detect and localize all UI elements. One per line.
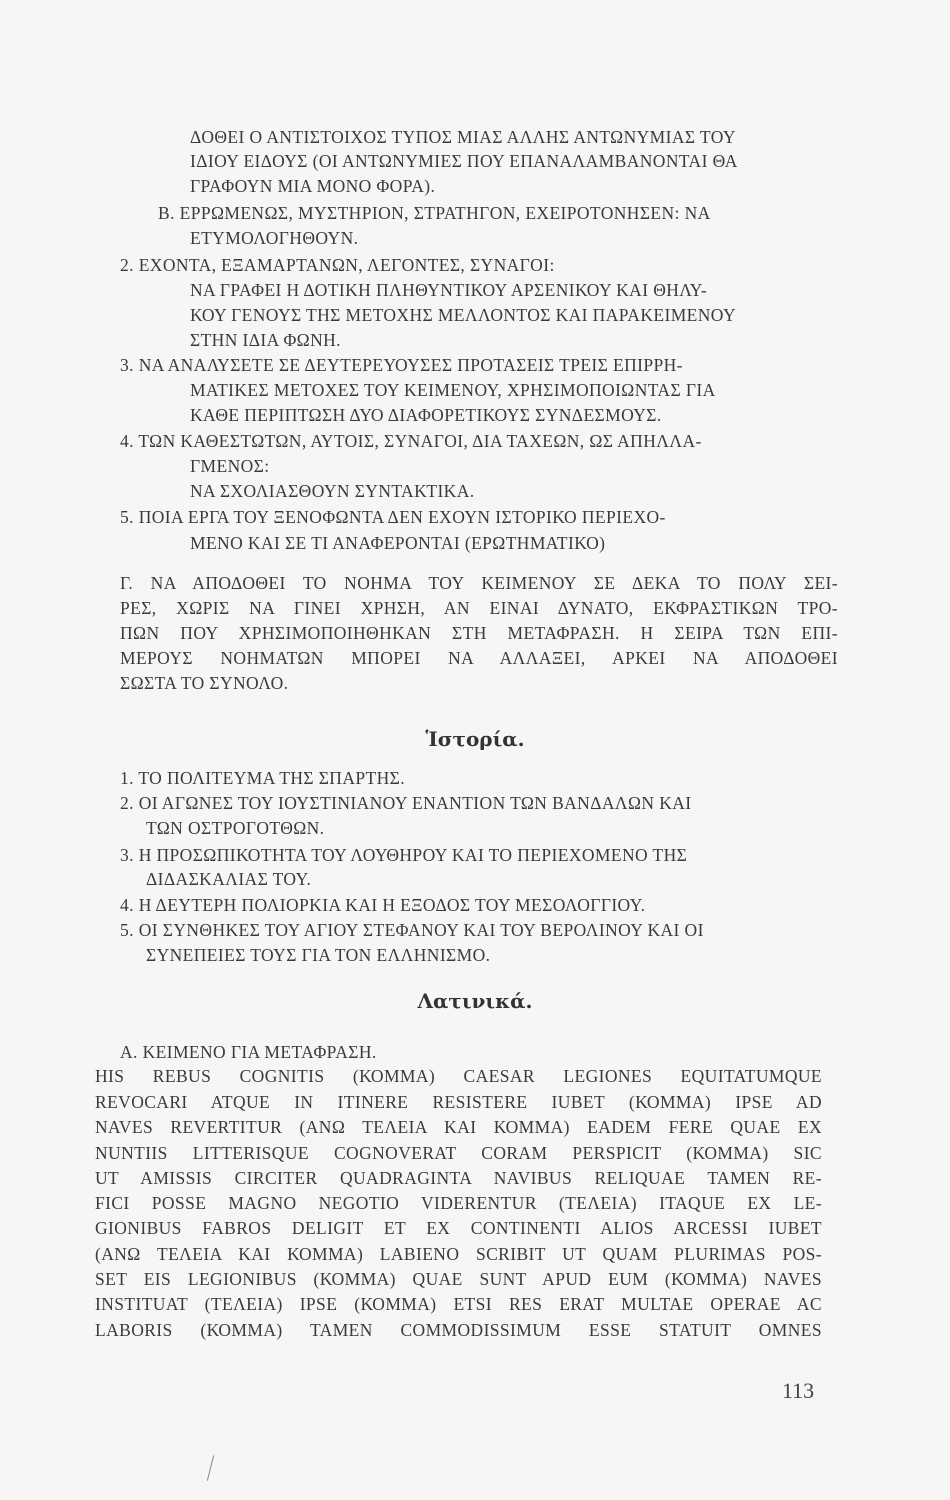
text-line: ΚΟΥ ΓΕΝΟΥΣ ΤΗΣ ΜΕΤΟΧΗΣ ΜΕΛΛΟΝΤΟΣ ΚΑΙ ΠΑΡΑΚΕΙΜΕΝΟΥ — [190, 305, 736, 325]
latin-text-line: SET EIS LEGIONIBUS (ΚΟΜΜΑ) QUAE SUNT APUD EUM (ΚΟΜΜΑ) NAVES — [95, 1269, 822, 1289]
page-number: 113 — [782, 1378, 815, 1403]
text-line: 4. ΤΩΝ ΚΑΘΕΣΤΩΤΩΝ, ΑΥΤΟΙΣ, ΣΥΝΑΓΟΙ, ΔΙΑ ΤΑΧΕΩΝ, ΩΣ ΑΠΗΛΛΑ- — [120, 431, 702, 451]
list-item: ΣΥΝΕΠΕΙΕΣ ΤΟΥΣ ΓΙΑ ΤΟΝ ΕΛΛΗΝΙΣΜΟ. — [146, 945, 491, 965]
text-line: 5. ΠΟΙΑ ΕΡΓΑ ΤΟΥ ΞΕΝΟΦΩΝΤΑ ΔΕΝ ΕΧΟΥΝ ΙΣΤΟΡΙΚΟ ΠΕΡΙΕΧΟ- — [120, 507, 666, 527]
text-line: ΔΟΘΕΙ Ο ΑΝΤΙΣΤΟΙΧΟΣ ΤΥΠΟΣ ΜΙΑΣ ΑΛΛΗΣ ΑΝΤΩΝΥΜΙΑΣ ΤΟΥ — [190, 127, 736, 147]
text-line: 3. ΝΑ ΑΝΑΛΥΣΕΤΕ ΣΕ ΔΕΥΤΕΡΕΥΟΥΣΕΣ ΠΡΟΤΑΣΕΙΣ ΤΡΕΙΣ ΕΠΙΡΡΗ- — [120, 355, 683, 375]
latin-text-line: NUNTIIS LITTERISQUE COGNOVERAT CORAM PERSPICIT (ΚΟΜΜΑ) SIC — [95, 1143, 822, 1163]
latin-text-line: INSTITUAT (ΤΕΛΕΙΑ) IPSE (ΚΟΜΜΑ) ETSI RES ERAT MULTAE OPERAE AC — [95, 1294, 822, 1314]
text-line: ΜΑΤΙΚΕΣ ΜΕΤΟΧΕΣ ΤΟΥ ΚΕΙΜΕΝΟΥ, ΧΡΗΣΙΜΟΠΟΙΩΝΤΑΣ ΓΙΑ — [190, 380, 716, 400]
list-item: 3. Η ΠΡΟΣΩΠΙΚΟΤΗΤΑ ΤΟΥ ΛΟΥΘΗΡΟΥ ΚΑΙ ΤΟ ΠΕΡΙΕΧΟΜΕΝΟ ΤΗΣ — [120, 845, 688, 865]
text-line: ΚΑΘΕ ΠΕΡΙΠΤΩΣΗ ΔΥΟ ΔΙΑΦΟΡΕΤΙΚΟΥΣ ΣΥΝΔΕΣΜΟΥΣ. — [190, 405, 662, 425]
text-line: ΓΡΑΦΟΥΝ ΜΙΑ ΜΟΝΟ ΦΟΡΑ). — [190, 176, 436, 196]
latin-text-line: HIS REBUS COGNITIS (ΚΟΜΜΑ) CAESAR LEGIONES EQUITATUMQUE — [95, 1066, 822, 1086]
text-line: ΝΑ ΣΧΟΛΙΑΣΘΟΥΝ ΣΥΝΤΑΚΤΙΚΑ. — [190, 481, 475, 501]
text-line: 2. ΕΧΟΝΤΑ, ΕΞΑΜΑΡΤΑΝΩΝ, ΛΕΓΟΝΤΕΣ, ΣΥΝΑΓΟΙ: — [120, 255, 555, 275]
latin-text-line: REVOCARI ATQUE IN ITINERE RESISTERE IUBET (ΚΟΜΜΑ) IPSE AD — [95, 1092, 822, 1112]
list-item: ΔΙΔΑΣΚΑΛΙΑΣ ΤΟΥ. — [146, 869, 312, 889]
list-item: 4. Η ΔΕΥΤΕΡΗ ΠΟΛΙΟΡΚΙΑ ΚΑΙ Η ΕΞΟΔΟΣ ΤΟΥ ΜΕΣΟΛΟΓΓΙΟΥ. — [120, 895, 646, 915]
text-line: ΓΜΕΝΟΣ: — [190, 456, 270, 476]
list-item: 1. ΤΟ ΠΟΛΙΤΕΥΜΑ ΤΗΣ ΣΠΑΡΤΗΣ. — [120, 768, 406, 788]
list-item: 2. ΟΙ ΑΓΩΝΕΣ ΤΟΥ ΙΟΥΣΤΙΝΙΑΝΟΥ ΕΝΑΝΤΙΟΝ ΤΩΝ ΒΑΝΔΑΛΩΝ ΚΑΙ — [120, 793, 692, 813]
list-item: ΤΩΝ ΟΣΤΡΟΓΟΤΘΩΝ. — [146, 818, 325, 838]
section-heading-latin: Λατινικά. — [417, 989, 533, 1013]
list-item: 5. ΟΙ ΣΥΝΘΗΚΕΣ ΤΟΥ ΑΓΙΟΥ ΣΤΕΦΑΝΟΥ ΚΑΙ ΤΟΥ ΒΕΡΟΛΙΝΟΥ ΚΑΙ ΟΙ — [120, 920, 704, 940]
text-line: ΝΑ ΓΡΑΦΕΙ Η ΔΟΤΙΚΗ ΠΛΗΘΥΝΤΙΚΟΥ ΑΡΣΕΝΙΚΟΥ ΚΑΙ ΘΗΛΥ- — [190, 280, 708, 300]
latin-text-line: FICI POSSE MAGNO NEGOTIO VIDERENTUR (ΤΕΛΕΙΑ) ITAQUE EX LE- — [95, 1193, 822, 1213]
section-subtitle: Α. ΚΕΙΜΕΝΟ ΓΙΑ ΜΕΤΑΦΡΑΣΗ. — [120, 1042, 377, 1062]
text-line: ΣΤΗΝ ΙΔΙΑ ΦΩΝΗ. — [190, 330, 341, 350]
text-line: ΠΩΝ ΠΟΥ ΧΡΗΣΙΜΟΠΟΙΗΘΗΚΑΝ ΣΤΗ ΜΕΤΑΦΡΑΣΗ. Η ΣΕΙΡΑ ΤΩΝ ΕΠΙ- — [120, 623, 838, 643]
latin-text-line: UT AMISSIS CIRCITER QUADRAGINTA NAVIBUS RELIQUAE TAMEN RE- — [95, 1168, 822, 1188]
pencil-mark — [207, 1455, 214, 1480]
latin-text-line: LABORIS (ΚΟΜΜΑ) TAMEN COMMODISSIMUM ESSE STATUIT OMNES — [95, 1320, 822, 1340]
latin-text-line: NAVES REVERTITUR (ΑΝΩ ΤΕΛΕΙΑ ΚΑΙ ΚΟΜΜΑ) EADEM FERE QUAE EX — [95, 1117, 822, 1137]
latin-text-line: GIONIBUS FABROS DELIGIT ET EX CONTINENTI ALIOS ARCESSI IUBET — [95, 1218, 822, 1238]
text-line: ΙΔΙΟΥ ΕΙΔΟΥΣ (ΟΙ ΑΝΤΩΝΥΜΙΕΣ ΠΟΥ ΕΠΑΝΑΛΑΜΒΑΝΟΝΤΑΙ ΘΑ — [190, 151, 738, 171]
text-line: ΡΕΣ, ΧΩΡΙΣ ΝΑ ΓΙΝΕΙ ΧΡΗΣΗ, ΑΝ ΕΙΝΑΙ ΔΥΝΑΤΟ, ΕΚΦΡΑΣΤΙΚΩΝ ΤΡΟ- — [120, 598, 838, 618]
text-line: ΕΤΥΜΟΛΟΓΗΘΟΥΝ. — [190, 228, 359, 248]
latin-text-line: (ΑΝΩ ΤΕΛΕΙΑ ΚΑΙ ΚΟΜΜΑ) LABIENO SCRIBIT UT QUAM PLURIMAS POS- — [95, 1244, 822, 1264]
text-line: ΜΕΡΟΥΣ ΝΟΗΜΑΤΩΝ ΜΠΟΡΕΙ ΝΑ ΑΛΛΑΞΕΙ, ΑΡΚΕΙ ΝΑ ΑΠΟΔΟΘΕΙ — [120, 648, 838, 668]
text-line: Β. ΕΡΡΩΜΕΝΩΣ, ΜΥΣΤΗΡΙΟΝ, ΣΤΡΑΤΗΓΟΝ, ΕΧΕΙΡΟΤΟΝΗΣΕΝ: ΝΑ — [158, 203, 711, 223]
text-line: Γ. ΝΑ ΑΠΟΔΟΘΕΙ ΤΟ ΝΟΗΜΑ ΤΟΥ ΚΕΙΜΕΝΟΥ ΣΕ ΔΕΚΑ ΤΟ ΠΟΛΥ ΣΕΙ- — [120, 573, 838, 593]
section-heading-history: Ἱστορία. — [425, 727, 525, 751]
text-line: ΣΩΣΤΑ ΤΟ ΣΥΝΟΛΟ. — [120, 673, 289, 693]
text-line: ΜΕΝΟ ΚΑΙ ΣΕ ΤΙ ΑΝΑΦΕΡΟΝΤΑΙ (ΕΡΩΤΗΜΑΤΙΚΟ) — [190, 533, 606, 553]
